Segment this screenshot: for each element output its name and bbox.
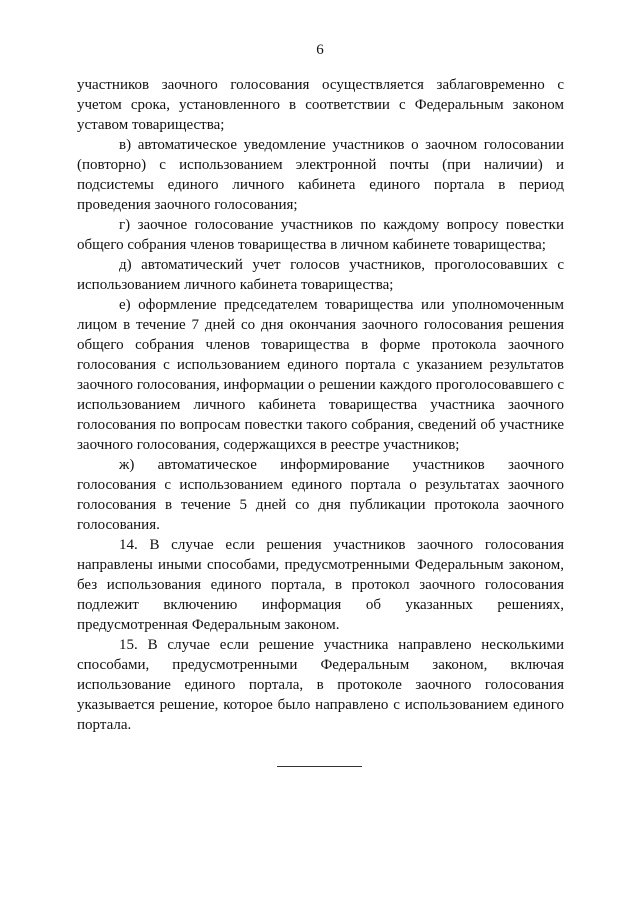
page-number: 6	[316, 42, 324, 58]
end-separator-line	[277, 766, 362, 767]
paragraph-clause-14: 14. В случае если решения участников заочного голосования направлены иными способами, предусмотренными Федеральным законом, без использования единого портала, в протокол заочного голосования подлежит включению информация об указанных решениях, предусмотренная Федеральным законом.	[77, 537, 564, 633]
paragraph-item-v: в) автоматическое уведомление участников о заочном голосовании (повторно) с использованием электронной почты (при наличии) и подсистемы единого личного кабинета единого портала в период проведения заочного голосования;	[77, 137, 564, 213]
paragraph-item-d: д) автоматический учет голосов участников, проголосовавших с использованием личного кабинета товарищества;	[77, 257, 564, 293]
document-body	[77, 75, 564, 735]
paragraph-continuation: участников заочного голосования осуществляется заблаговременно с учетом срока, установленного в соответствии с Федеральным законом уставом товарищества;	[77, 77, 564, 133]
paragraph-item-zh: ж) автоматическое информирование участников заочного голосования с использованием единого портала о результатах заочного голосования в течение 5 дней со дня публикации протокола заочного голосования.	[77, 457, 564, 533]
paragraph-item-e: е) оформление председателем товарищества или уполномоченным лицом в течение 7 дней со дня окончания заочного голосования решения общего собрания членов товарищества в форме протокола заочного голосования с использованием единого портала с указанием результатов заочного голосования, информации о решении каждого проголосовавшего с использованием личного кабинета товарищества участника заочного голосования по вопросам повестки такого собрания, сведений об участнике заочного голосования, содержащихся в реестре участников;	[77, 297, 564, 453]
paragraph-item-g: г) заочное голосование участников по каждому вопросу повестки общего собрания членов товарищества в личном кабинете товарищества;	[77, 217, 564, 253]
paragraph-clause-15: 15. В случае если решение участника направлено несколькими способами, предусмотренными Федеральным законом, включая использование единого портала, в протоколе заочного голосования указывается решение, которое было направлено с использованием единого портала.	[77, 637, 564, 733]
